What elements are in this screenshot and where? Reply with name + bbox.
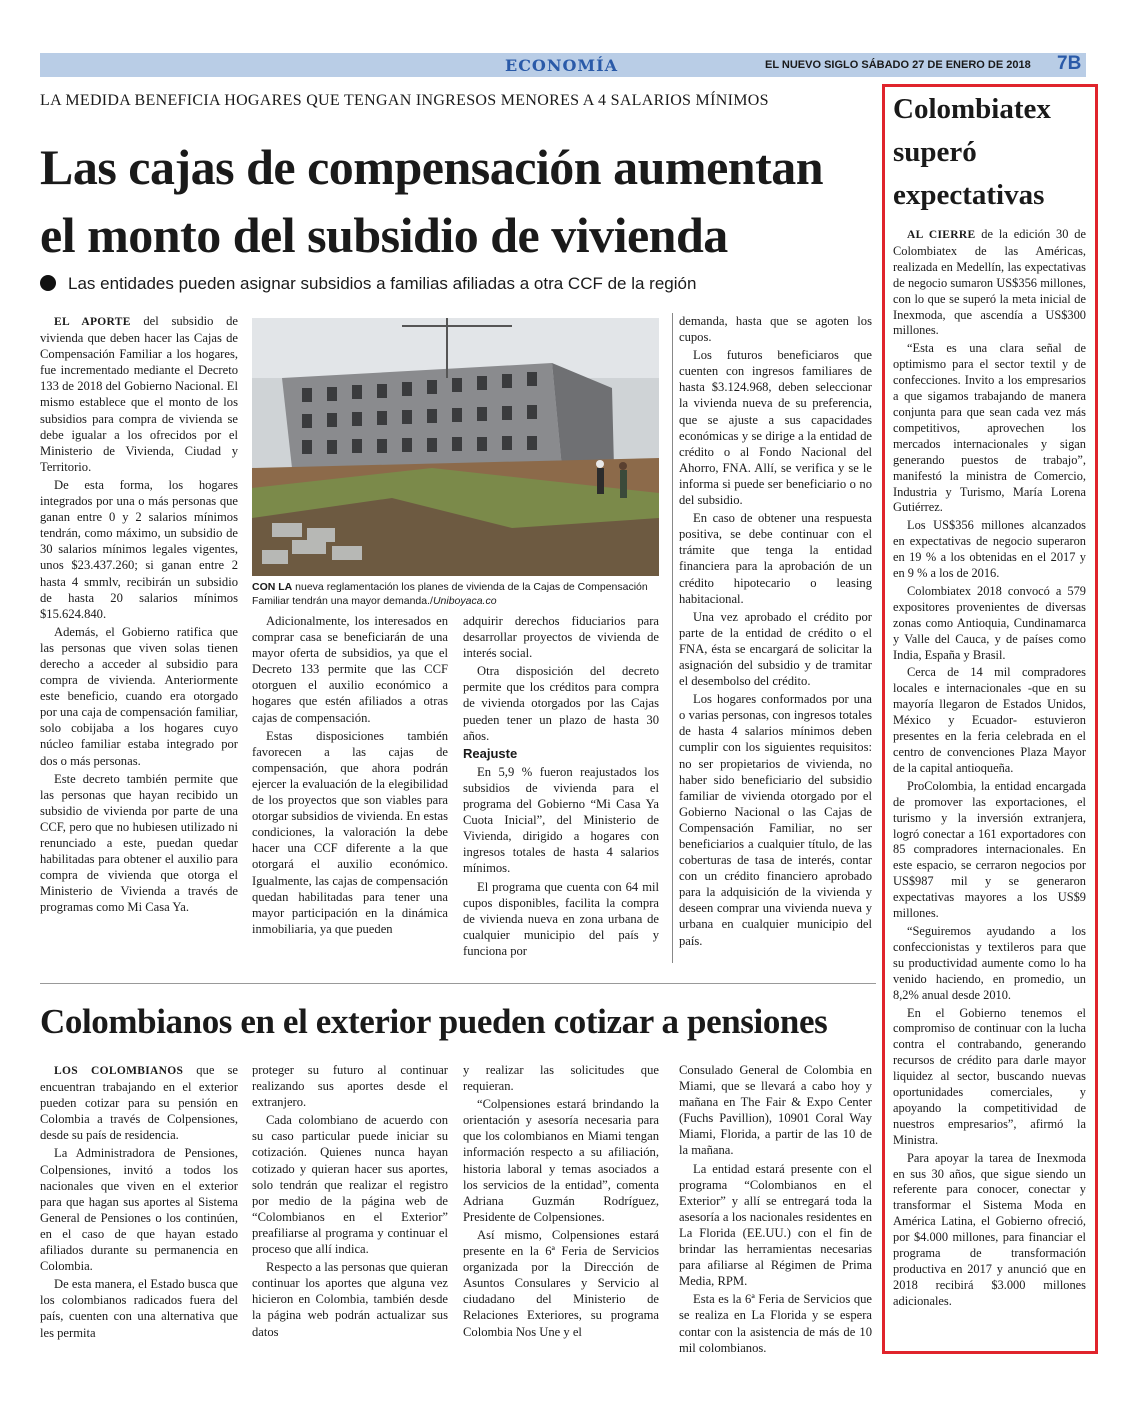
paragraph: La entidad estará presente con el programa “Colombianos en el Exterior” y allí se entregará toda la asesoría a los nacionales residentes en La Florida (EE.UU.) con el fin de brindar las herramientas necesarias para afiliarse al Régimen de Prima Media, RPM. [679, 1161, 872, 1289]
deck-text: Las entidades pueden asignar subsidios a familias afiliadas a otra CCF de la región [68, 274, 697, 293]
paragraph: Para apoyar la tarea de Inexmoda en sus 30 años, que sigue siendo un referente para conocer, conectar y transformar el Sistema Moda en América Latina, el Gobierno ofreció, por $4.000 millones, para financiar el programa de transformación productiva en 2017 y anunció que en 2018 recibirá $3.000 millones adicionales. [893, 1150, 1086, 1308]
page-number: 7B [1057, 53, 1082, 74]
main-column-4 [679, 313, 872, 951]
paragraph: Así mismo, Colpensiones estará presente en la 6ª Feria de Servicios organizada por la Dirección de Asuntos Consulares y Servicio al ciudadano del Ministerio de Relaciones Exteriores, su programa Colombia Nos Une y el [463, 1227, 659, 1339]
paragraph: “Seguiremos ayudando a los confeccionistas y textileros para que su productividad aumente como lo ha venido haciendo, en promedio, un 8,2% anual desde 2010. [893, 923, 1086, 1002]
main-column-3 [463, 613, 659, 961]
paragraph: Esta es la 6ª Feria de Servicios que se realiza en La Florida y se espera contar con la asistencia de más de 10 mil colombianos. [679, 1292, 872, 1355]
paragraph [40, 313, 238, 475]
paragraph: Los hogares conformados por una o varias personas, con ingresos totales de hasta 4 salarios mínimos deben cumplir con los siguientes requisitos: no ser propietarios de vivienda, no haber sido beneficiario del subsidio familiar de vivienda otorgado por el Gobierno Nacional o las Cajas de Compensación Familiar, no ser beneficiarios a cualquier título, de las coberturas de tasa de interés, contar con un crédito financiero aprobado para la adquisición de la vivienda y deseen comprar una vivienda nueva y urbana en cualquier municipio del país. [679, 692, 872, 948]
paragraph: Los US$356 millones alcanzados en expectativas de negocio superaron en 19 % a los obtenidas en el 2017 y en 9 % a los de 2016. [893, 518, 1086, 581]
second-headline: Colombianos en el exterior pueden cotizar a pensiones [40, 1002, 828, 1041]
paragraph: Adicionalmente, los interesados en comprar casa se beneficiarán de una mayor oferta de subsidios, ya que el Decreto 133 permite que las CCF otorguen el auxilio económico a hogares que estén afiliados a otras cajas de compensación. [252, 614, 448, 725]
section-name: ECONOMÍA [505, 56, 619, 75]
photo-caption [252, 580, 659, 608]
paragraph-text: que se encuentran trabajando en el exterior pueden cotizar para su pensión en Colombia a través de Colpensiones, desde su país de residencia. [40, 1063, 238, 1143]
caption-credit: Uniboyaca.co [432, 595, 497, 607]
photo-illustration [252, 318, 659, 576]
sidebar-headline-line-2: superó [893, 136, 977, 168]
column-rule [672, 313, 673, 963]
lead-caps: AL CIERRE [907, 229, 976, 241]
paragraph [893, 227, 1086, 339]
second-column-1 [40, 1062, 238, 1343]
kicker: LA MEDIDA BENEFICIA HOGARES QUE TENGAN INGRESOS MENORES A 4 SALARIOS MÍNIMOS [40, 92, 769, 109]
second-column-4 [679, 1062, 872, 1358]
paragraph: adquirir derechos fiduciarios para desarrollar proyectos de vivienda de interés social. [463, 614, 659, 661]
main-column-2 [252, 613, 448, 939]
main-column-1 [40, 313, 238, 917]
paragraph: Los futuros beneficiaros que cuenten con ingresos familiares de hasta $3.124.968, deben seleccionar la vivienda nueva de su preferencia, que se ajuste a sus capacidades económicas y se dirige a la entidad de crédito o al Fondo Nacional del Ahorro, FNA. Allí, se verifica y se le informa si puede ser beneficiario o no del subsidio. [679, 348, 872, 508]
paragraph: El programa que cuenta con 64 mil cupos disponibles, facilita la compra de vivienda nueva en zona urbana de cualquier municipio del país y funciona por [463, 879, 659, 958]
caption-lead: CON LA [252, 581, 293, 593]
paragraph-text: de la edición 30 de Colombiatex de las Américas, realizada en Medellín, las expectativas de negocio sumaron US$356 millones, con lo que se superó la meta inicial de Inexmoda, que ascendía a US$300 millones. [893, 227, 1086, 338]
caption-text: nueva reglamentación los planes de vivienda de la Cajas de Compensación Familiar tendrán una mayor demanda./ [252, 581, 648, 607]
paragraph: En el Gobierno tenemos el compromiso de continuar con la lucha contra el contrabando, generando recursos de crédito para darle mayor liquidez al sector, buscando nuevas oportunidades comerciales, y apoyando la competitividad de nuestros empresarios”, afirmó la Ministra. [893, 1005, 1086, 1147]
paragraph: Colombiatex 2018 convocó a 579 expositores provenientes de diversas zonas como Antioquia, Cundinamarca y Valle del Cauca, y de países como India, España y Brasil. [893, 583, 1086, 662]
paragraph: “Esta es una clara señal de optimismo para el sector textil y de confecciones. Invito a los empresarios a que sigamos trabajando de manera conjunta para que sean cada vez más competitivos, aprovechen los mercados internacionales y sigan generando puestos de trabajo”, manifestó la ministra de Comercio, Industria y Turismo, María Lorena Gutiérrez. [893, 341, 1086, 515]
deck [40, 274, 880, 294]
paragraph: “Colpensiones estará brindando la orientación y asesoría necesaria para que los colombianos en Miami tengan información respecto a su afiliación, historia laboral y temas asociados a los servicios de la entidad”, comenta Adriana Guzmán Rodríguez, Presidente de Colpensiones. [463, 1097, 659, 1224]
paragraph: En caso de obtener una respuesta positiva, se debe continuar con el trámite que tenga la entidad financiera para la aprobación de un crédito hipotecario o leasing habitacional. [679, 511, 872, 606]
paragraph: y realizar las solicitudes que requieran. [463, 1063, 659, 1094]
second-column-2 [252, 1062, 448, 1342]
paragraph: Cada colombiano de acuerdo con su caso particular puede iniciar su cotización. Quienes nunca hayan cotizado y quieran hacer sus aportes, solo tendrán que realizar el registro por medio de la página web de “Colombianos en el Exterior” preafiliarse al programa y continuar el proceso que allí indica. [252, 1113, 448, 1257]
paragraph: Consulado General de Colombia en Miami, que se llevará a cabo hoy y mañana en The Fair & Expo Center (Fuchs Pavillion), 10901 Coral Way Miami, Florida, a partir de las 10 de la mañana. [679, 1063, 872, 1158]
sidebar-headline [893, 88, 1093, 217]
paragraph: Además, el Gobierno ratifica que las personas que viven solas tienen derecho a acceder al subsidio para compra de vivienda. Anteriormente este beneficio, cuando era otorgado por una caja de compensación familiar, solo cobijaba a los hogares cuyo núcleo familiar estaba integrado por dos o más personas. [40, 624, 238, 768]
paragraph: De esta forma, los hogares integrados por una o más personas que ganan entre 0 y 2 salarios mínimos tendrán, como máximo, un subsidio de 30 salarios mínimos legales vigentes, unos $23.437.260; si ganan entre 2 hasta 4 smmlv, recibirán un subsidio de hasta 20 salarios mínimos $15.624.840. [40, 477, 238, 621]
paragraph: ProColombia, la entidad encargada de promover las exportaciones, el turismo y la inversión extranjera, logró conectar a 161 exportadores con 85 compradores internacionales. En este espacio, se cerraron negocios por US$987 mil y se generaron expectativas mayores a los US$9 millones. [893, 778, 1086, 921]
paragraph: Respecto a las personas que quieran continuar los aportes que alguna vez hicieron en Colombia, también desde la página web podrán actualizar sus datos [252, 1260, 448, 1339]
sidebar-headline-line-1: Colombiatex [893, 93, 1051, 125]
paragraph [40, 1062, 238, 1143]
sidebar-headline-line-3: expectativas [893, 179, 1045, 211]
lead-caps: EL APORTE [54, 316, 131, 328]
dateline: EL NUEVO SIGLO SÁBADO 27 DE ENERO DE 2018 [765, 59, 1031, 71]
headline-line-1: Las cajas de compensación aumentan [40, 139, 824, 195]
paragraph: Cerca de 14 mil compradores locales e internacionales -que en su mayoría llegaron de Estados Unidos, México y Ecuador- estuvieron presentes en la feria celebrada en el centro de convenciones Plaza Mayor de la capital antioqueña. [893, 665, 1086, 775]
paragraph: Una vez aprobado el crédito por parte de la entidad de crédito o el FNA, ésta se encargará de solicitar la asignación del subsidio y de tramitar el desembolso del crédito. [679, 609, 872, 689]
paragraph: Estas disposiciones también favorecen a las cajas de compensación, que ahora podrán ejercer la evaluación de la elegibilidad de los proyectos que son viables para otorgar subsidios de vivienda. En estas condiciones, la valoración la debe hacer una CCF diferente a la que otorgará el auxilio económico. Igualmente, las cajas de compensación quedan habilitadas para tener una mayor participación en la dinámica inmobiliaria, ya que pueden [252, 728, 448, 936]
lead-caps: LOS COLOMBIANOS [54, 1065, 184, 1077]
subhead: Reajuste [463, 745, 518, 761]
paragraph: demanda, hasta que se agoten los cupos. [679, 314, 872, 345]
story-divider [40, 983, 876, 984]
paragraph-text: del subsidio de vivienda que deben hacer las Cajas de Compensación Familiar a los hogares, fue incrementado mediante el Decreto 133 de 2018 del Gobierno Nacional. El mismo establece que el monto de los subsidios para compra de vivienda se debe igualar a los ofrecidos por el Ministerio de Vivienda, Ciudad y Territorio. [40, 314, 238, 474]
headline-line-2: el monto del subsidio de vivienda [40, 207, 728, 263]
paragraph: En 5,9 % fueron reajustados los subsidios de vivienda para el programa del Gobierno “Mi Casa Ya Cuota Inicial”, del Ministerio de Vivienda, dirigido a hogares con ingresos totales de hasta 4 salarios mínimos. [463, 764, 659, 876]
paragraph: La Administradora de Pensiones, Colpensiones, invitó a todos los nacionales que viven en el exterior para que hagan sus aportes al Sistema General de Pensiones o los continúen, en el caso de que hayan estado afiliados durante su permanencia en Colombia. [40, 1146, 238, 1274]
paragraph: proteger su futuro al continuar realizando sus aportes desde el extranjero. [252, 1063, 448, 1110]
construction-photo [252, 318, 659, 576]
sidebar-body [893, 227, 1086, 1312]
paragraph: Este decreto también permite que las personas que hayan recibido un subsidio de vivienda por parte de una CCF, pero que no hubiesen utilizado ni renunciado a este, puedan quedar habilitadas para obtener el auxilio para compra de vivienda que otorga el Ministerio de Vivienda a través de programas como Mi Casa Ya. [40, 771, 238, 915]
second-column-3 [463, 1062, 659, 1342]
bullet-icon [40, 275, 56, 291]
paragraph: De esta manera, el Estado busca que los colombianos radicados fuera del país, cuenten con una alternativa que les permita [40, 1277, 238, 1340]
paragraph: Otra disposición del decreto permite que los créditos para compra de vivienda otorgados por las Cajas pueden tener un plazo de hasta 30 años. [463, 664, 659, 743]
main-headline [40, 133, 880, 269]
